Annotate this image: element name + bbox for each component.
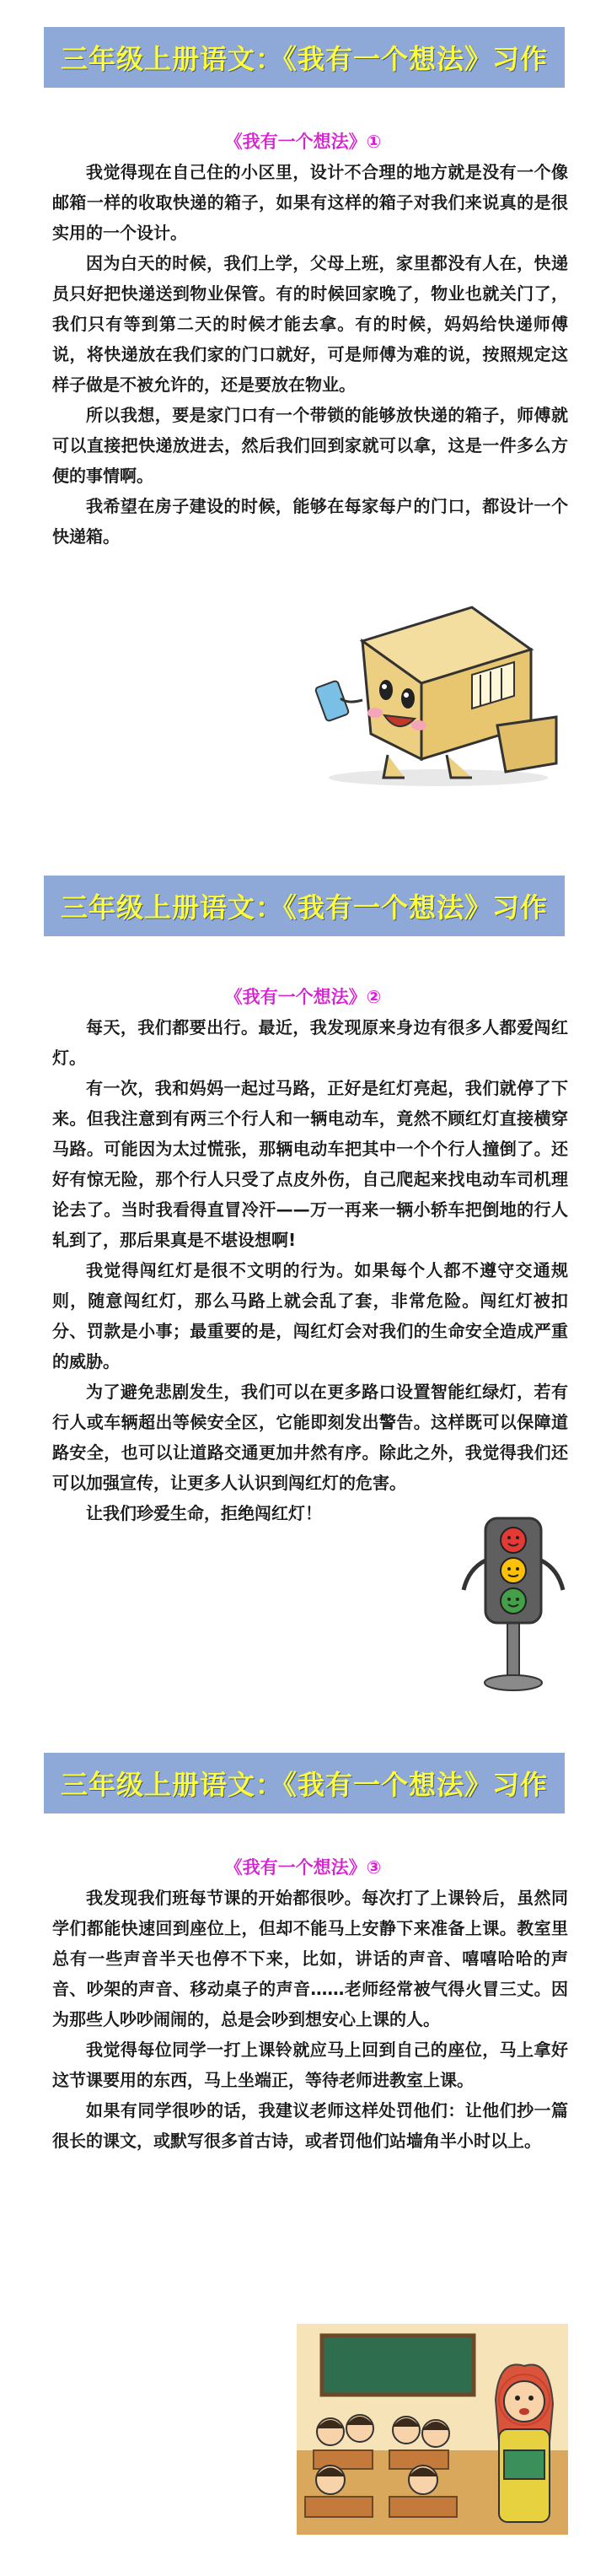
paragraph: 所以我想，要是家门口有一个带锁的能够放快递的箱子，师傅就可以直接把快递放进去，然后我们回到家就可以拿，这是一件多么方便的事情啊。 <box>52 405 568 486</box>
section-1-subtitle: 《我有一个想法》① <box>224 132 382 152</box>
delivery-box-illustration <box>303 590 565 793</box>
paragraph: 我发现我们班每节课的开始都很吵。每次打了上课铃后，虽然同学们都能快速回到座位上，但却不能马上安静下来准备上课。教室里总有一些声音半天也停不下来，比如，讲话的声音、嘻嘻哈哈的声音、吵架的声音、移动桌子的声音……老师经常被气得火冒三丈。因为那些人吵吵闹闹的，总是会吵到想安心上课的人。 <box>52 1888 568 2029</box>
paragraph: 我觉得现在自己住的小区里，设计不合理的地方就是没有一个像邮箱一样的收取快递的箱子，如果有这样的箱子对我们来说真的是很实用的一个设计。 <box>52 162 568 243</box>
banner-title: 三年级上册语文：《我有一个想法》习作 <box>60 1769 548 1801</box>
section-3-banner <box>44 1753 565 1813</box>
section-2-subtitle: 《我有一个想法》② <box>224 987 382 1007</box>
paragraph: 如果有同学很吵的话，我建议老师这样处罚他们：让他们抄一篇很长的课文，或默写很多首古诗，或者罚他们站墙角半小时以上。 <box>52 2100 568 2151</box>
paragraph: 我希望在房子建设的时候，能够在每家每户的门口，都设计一个快递箱。 <box>52 496 568 547</box>
banner-title: 三年级上册语文：《我有一个想法》习作 <box>60 43 548 75</box>
section-3-body <box>52 1883 568 2156</box>
banner-title: 三年级上册语文：《我有一个想法》习作 <box>60 892 548 924</box>
section-2-body <box>52 1012 568 1528</box>
paragraph: 因为白天的时候，我们上学，父母上班，家里都没有人在，快递员只好把快递送到物业保管。有的时候回家晚了，物业也就关门了，我们只有等到第二天的时候才能去拿。有的时候，妈妈给快递师傅说，将快递放在我们家的门口就好，可是师傅为难的说，按照规定这样子做是不被允许的，还是要放在物业。 <box>52 253 568 395</box>
paragraph: 我觉得每位同学一打上课铃就应马上回到自己的座位，马上拿好这节课要用的东西，马上坐端正，等待老师进教室上课。 <box>52 2040 568 2090</box>
paragraph: 我觉得闯红灯是很不文明的行为。如果每个人都不遵守交通规则，随意闯红灯，那么马路上就会乱了套，非常危险。闯红灯被扣分、罚款是小事；最重要的是，闯红灯会对我们的生命安全造成严重的威胁。 <box>52 1260 568 1372</box>
paragraph: 有一次，我和妈妈一起过马路，正好是红灯亮起，我们就停了下来。但我注意到有两三个行人和一辆电动车，竟然不顾红灯直接横穿马路。可能因为太过慌张，那辆电动车把其中一个个行人撞倒了。还好有惊无险，那个行人只受了点皮外伤，自己爬起来找电动车司机理论去了。当时我看得直冒冷汗——万一再来一辆小轿车把倒地的行人轧到了，那后果真是不堪设想啊! <box>52 1078 568 1250</box>
paragraph: 为了避免悲剧发生，我们可以在更多路口设置智能红绿灯，若有行人或车辆超出等候安全区，它能即刻发出警告。这样既可以保障道路安全，也可以让道路交通更加井然有序。除此之外，我觉得我们还可以加强宣传，让更多人认识到闯红灯的危害。 <box>52 1382 568 1493</box>
section-2-banner <box>44 876 565 936</box>
paragraph: 让我们珍爱生命，拒绝闯红灯！ <box>86 1503 322 1523</box>
section-1-banner <box>44 27 565 88</box>
section-3-subtitle: 《我有一个想法》③ <box>224 1857 382 1878</box>
traffic-light-illustration <box>455 1510 573 1695</box>
paragraph: 每天，我们都要出行。最近，我发现原来身边有很多人都爱闯红灯。 <box>52 1017 568 1068</box>
classroom-illustration <box>297 2324 568 2535</box>
section-1-body <box>52 157 568 552</box>
